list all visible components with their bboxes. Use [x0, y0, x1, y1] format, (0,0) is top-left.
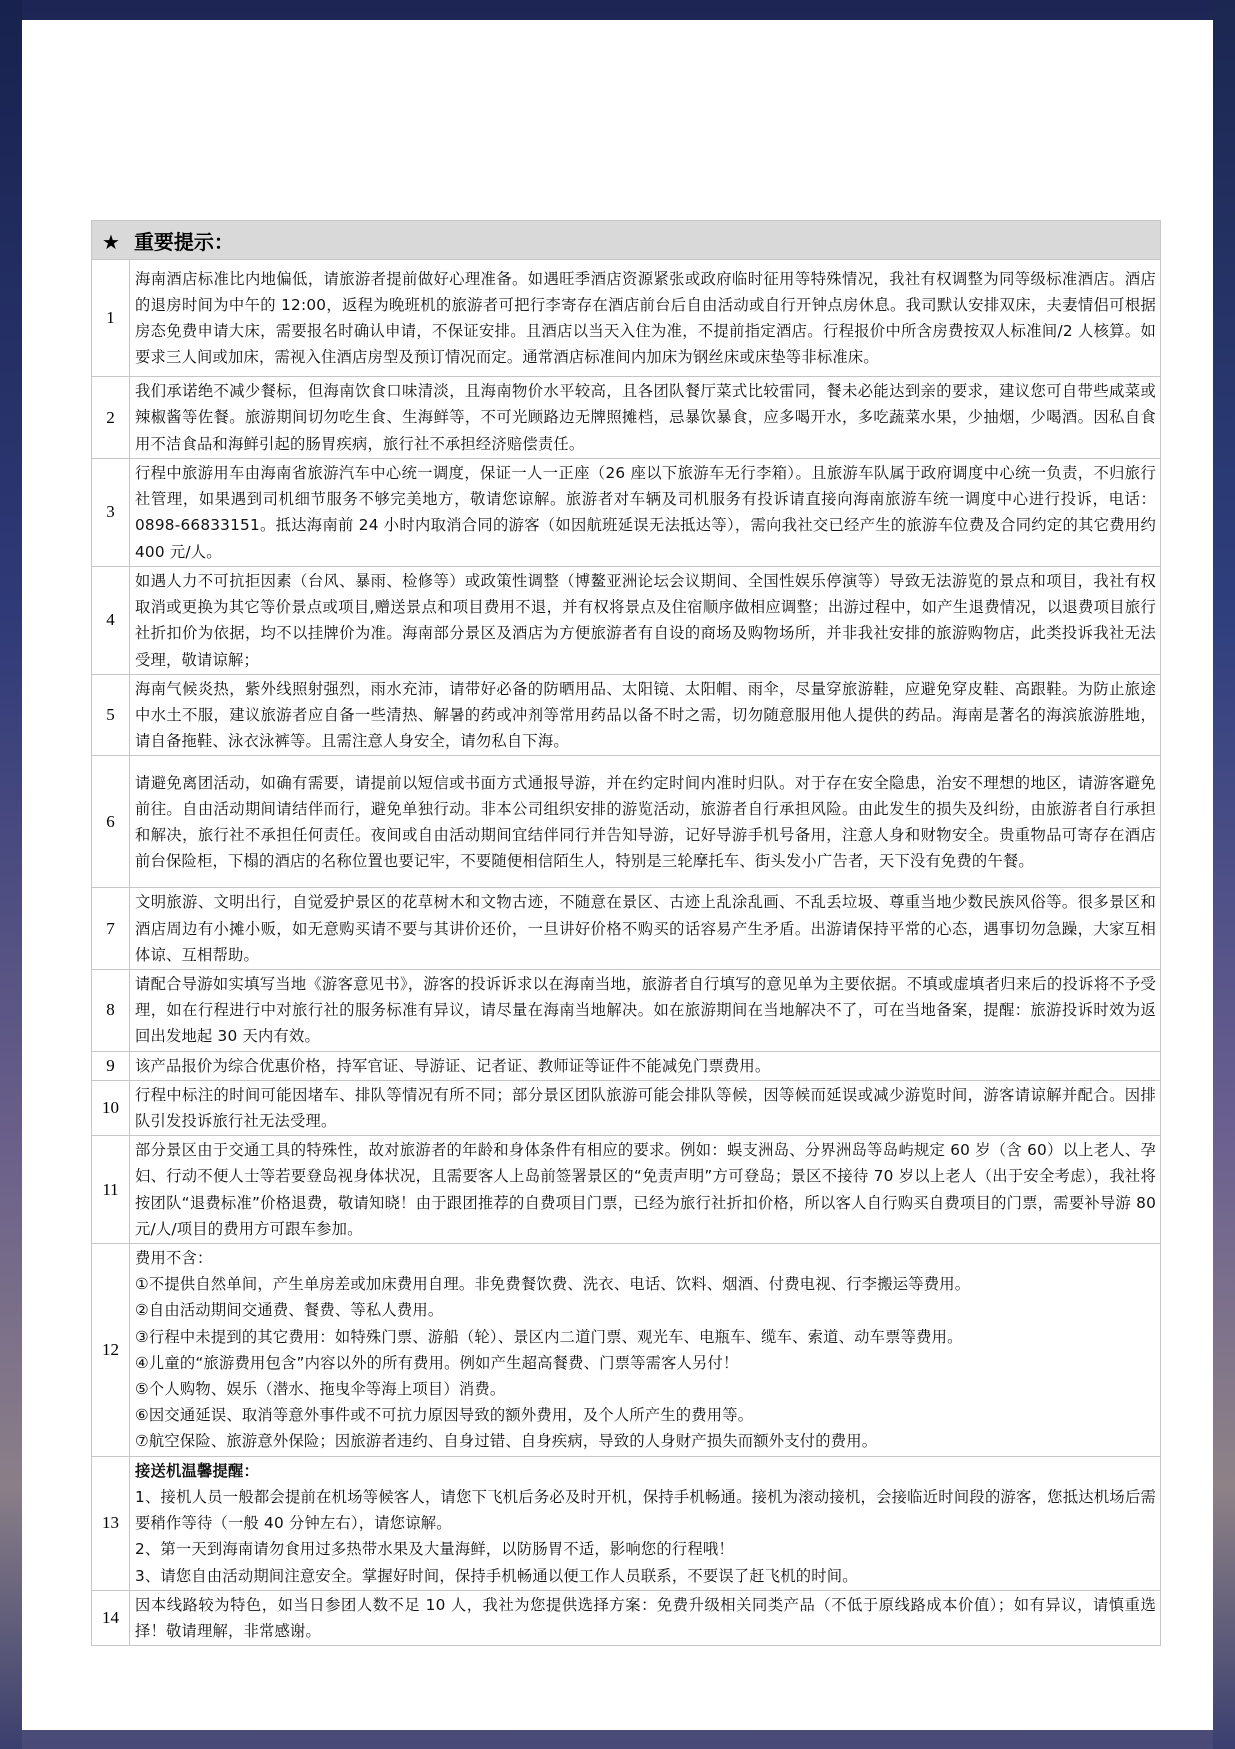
row-text: 我们承诺绝不减少餐标，但海南饮食口味清淡，且海南物价水平较高，且各团队餐厅菜式比较雷同，餐未必能达到亲的要求，建议您可自带些咸菜或辣椒酱等佐餐。旅游期间切勿吃生食、生海鲜等，不可光顾路边无牌照摊档，忌暴饮暴食，应多喝开水，多吃蔬菜水果，少抽烟，少喝酒。因私自食用不洁食品和海鲜引起的肠胃疾病，旅行社不承担经济赔偿责任。 [130, 377, 1161, 459]
row-number: 13 [92, 1456, 130, 1590]
row-text: 行程中旅游用车由海南省旅游汽车中心统一调度，保证一人一正座（26 座以下旅游车无行李箱）。且旅游车队属于政府调度中心统一负责，不归旅行社管理，如果遇到司机细节服务不够完美地方，敬请您谅解。旅游者对车辆及司机服务有投诉请直接向海南旅游车统一调度中心进行投诉，电话：0898-66833151。抵达海南前 24 小时内取消合同的游客（如因航班延误无法抵达等），需向我社交已经产生的旅游车位费及合同约定的其它费用约 400 元/人。 [130, 459, 1161, 567]
table-row [92, 674, 1161, 756]
document-page [22, 20, 1213, 1730]
row-number: 10 [92, 1080, 130, 1135]
row-text: 该产品报价为综合优惠价格，持军官证、导游证、记者证、教师证等证件不能减免门票费用。 [130, 1051, 1161, 1080]
star-icon: ★ [102, 229, 120, 254]
row-text: 行程中标注的时间可能因堵车、排队等情况有所不同；部分景区团队旅游可能会排队等候，因等候而延误或减少游览时间，游客请谅解并配合。因排队引发投诉旅行社无法受理。 [130, 1080, 1161, 1135]
row-text: 因本线路较为特色，如当日参团人数不足 10 人，我社为您提供选择方案：免费升级相关同类产品（不低于原线路成本价值）；如有异议，请慎重选择！敬请理解，非常感谢。 [130, 1590, 1161, 1645]
list-item: ⑥因交通延误、取消等意外事件或不可抗力原因导致的额外费用，及个人所产生的费用等。 [135, 1406, 754, 1425]
table-row [92, 1136, 1161, 1244]
left-border [0, 0, 22, 1749]
row-text: 部分景区由于交通工具的特殊性，故对旅游者的年龄和身体条件有相应的要求。例如：蜈支洲岛、分界洲岛等岛屿规定 60 岁（含 60）以上老人、孕妇、行动不便人士等若要登岛视身体状况，且需要客人上岛前签署景区的“免责声明”方可登岛；景区不接待 70 岁以上老人（出于安全考虑），我社将按团队“退费标准”价格退费，敬请知晓！由于跟团推荐的自费项目门票，已经为旅行社折扣价格，所以客人自行购买自费项目的门票，需要补导游 80 元/人/项目的费用方可跟车参加。 [130, 1136, 1161, 1244]
table-row [92, 1590, 1161, 1645]
row-text [130, 1244, 1161, 1457]
list-item: 2、第一天到海南请勿食用过多热带水果及大量海鲜，以防肠胃不适，影响您的行程哦！ [135, 1540, 734, 1559]
section-title: 接送机温馨提醒： [135, 1461, 259, 1480]
row-number: 14 [92, 1590, 130, 1645]
row-number: 4 [92, 566, 130, 674]
important-notes-table [91, 220, 1161, 1646]
list-item: ⑤个人购物、娱乐（潜水、拖曳伞等海上项目）消费。 [135, 1380, 506, 1399]
row-number: 3 [92, 459, 130, 567]
list-item: 费用不含： [135, 1249, 213, 1268]
table-row [92, 260, 1161, 377]
list-item: ④儿童的“旅游费用包含”内容以外的所有费用。例如产生超高餐费、门票等需客人另付！ [135, 1353, 739, 1372]
table-row [92, 1080, 1161, 1135]
list-item: ⑦航空保险、旅游意外保险；因旅游者违约、自身过错、自身疾病，导致的人身财产损失而额外支付的费用。 [135, 1432, 878, 1451]
table-row [92, 459, 1161, 567]
list-item: ③行程中未提到的其它费用：如特殊门票、游船（轮）、景区内二道门票、观光车、电瓶车、缆车、索道、动车票等费用。 [135, 1327, 963, 1346]
list-item: 3、请您自由活动期间注意安全。掌握好时间，保持手机畅通以便工作人员联系，不要误了赶飞机的时间。 [135, 1566, 858, 1585]
row-number: 5 [92, 674, 130, 756]
list-item: 1、接机人员一般都会提前在机场等候客人，请您下飞机后务必及时开机，保持手机畅通。接机为滚动接机，会接临近时间段的游客，您抵达机场后需要稍作等待（一般 40 分钟左右），请您谅解。 [135, 1487, 1156, 1533]
table-row [92, 1051, 1161, 1080]
right-border [1213, 0, 1235, 1749]
row-number: 12 [92, 1244, 130, 1457]
row-number: 1 [92, 260, 130, 377]
row-number: 8 [92, 970, 130, 1052]
header-title: 重要提示： [133, 229, 234, 254]
table-row [92, 888, 1161, 970]
row-number: 2 [92, 377, 130, 459]
table-row [92, 1456, 1161, 1590]
row-text: 请避免离团活动，如确有需要，请提前以短信或书面方式通报导游，并在约定时间内准时归队。对于存在安全隐患，治安不理想的地区，请游客避免前往。自由活动期间请结伴而行，避免单独行动。非本公司组织安排的游览活动，旅游者自行承担风险。由此发生的损失及纠纷，由旅游者自行承担和解决，旅行社不承担任何责任。夜间或自由活动期间宜结伴同行并告知导游，记好导游手机号备用，注意人身和财物安全。贵重物品可寄存在酒店前台保险柜，下榻的酒店的名称位置也要记牢，不要随便相信陌生人，特别是三轮摩托车、街头发小广告者，天下没有免费的午餐。 [130, 756, 1161, 888]
row-number: 11 [92, 1136, 130, 1244]
row-text: 如遇人力不可抗拒因素（台风、暴雨、检修等）或政策性调整（博鳌亚洲论坛会议期间、全国性娱乐停演等）导致无法游览的景点和项目，我社有权取消或更换为其它等价景点或项目,赠送景点和项目费用不退，并有权将景点及住宿顺序做相应调整；出游过程中，如产生退费情况，以退费项目旅行社折扣价为依据，均不以挂牌价为准。海南部分景区及酒店为方便旅游者有自设的商场及购物场所，并非我社安排的旅游购物店，此类投诉我社无法受理，敬请谅解； [130, 566, 1161, 674]
row-number: 6 [92, 756, 130, 888]
table-row [92, 377, 1161, 459]
row-text: 海南酒店标准比内地偏低，请旅游者提前做好心理准备。如遇旺季酒店资源紧张或政府临时征用等特殊情况，我社有权调整为同等级标准酒店。酒店的退房时间为中午的 12:00，返程为晚班机的旅游者可把行李寄存在酒店前台后自由活动或自行开钟点房休息。我司默认安排双床，夫妻情侣可根据房态免费申请大床，需要报名时确认申请，不保证安排。且酒店以当天入住为准，不提前指定酒店。行程报价中所含房费按双人标准间/2 人核算。如要求三人间或加床，需视入住酒店房型及预订情况而定。通常酒店标准间内加床为钢丝床或床垫等非标准床。 [130, 260, 1161, 377]
row-number: 9 [92, 1051, 130, 1080]
row-text: 请配合导游如实填写当地《游客意见书》，游客的投诉诉求以在海南当地，旅游者自行填写的意见单为主要依据。不填或虚填者归来后的投诉将不予受理，如在行程进行中对旅行社的服务标准有异议，请尽量在海南当地解决。如在旅游期间在当地解决不了，可在当地备案，提醒：旅游投诉时效为返回出发地起 30 天内有效。 [130, 970, 1161, 1052]
row-number: 7 [92, 888, 130, 970]
list-item: ①不提供自然单间，产生单房差或加床费用自理。非免费餐饮费、洗衣、电话、饮料、烟酒、付费电视、行李搬运等费用。 [135, 1275, 971, 1294]
row-text: 海南气候炎热，紫外线照射强烈，雨水充沛，请带好必备的防晒用品、太阳镜、太阳帽、雨伞，尽量穿旅游鞋，应避免穿皮鞋、高跟鞋。为防止旅途中水土不服，建议旅游者应自备一些清热、解暑的药或冲剂等常用药品以备不时之需，切勿随意服用他人提供的药品。海南是著名的海滨旅游胜地，请自备拖鞋、泳衣泳裤等。且需注意人身安全，请勿私自下海。 [130, 674, 1161, 756]
table-row [92, 970, 1161, 1052]
table-row [92, 566, 1161, 674]
row-text [130, 1456, 1161, 1590]
table-header-row [92, 221, 1161, 260]
list-item: ②自由活动期间交通费、餐费、等私人费用。 [135, 1301, 444, 1320]
table-header [92, 221, 1161, 260]
table-row [92, 1244, 1161, 1457]
table-row [92, 756, 1161, 888]
row-text: 文明旅游、文明出行，自觉爱护景区的花草树木和文物古迹，不随意在景区、古迹上乱涂乱画、不乱丢垃圾、尊重当地少数民族风俗等。很多景区和酒店周边有小摊小贩，如无意购买请不要与其讲价还价，一旦讲好价格不购买的话容易产生矛盾。出游请保持平常的心态，遇事切勿急躁，大家互相体谅、互相帮助。 [130, 888, 1161, 970]
